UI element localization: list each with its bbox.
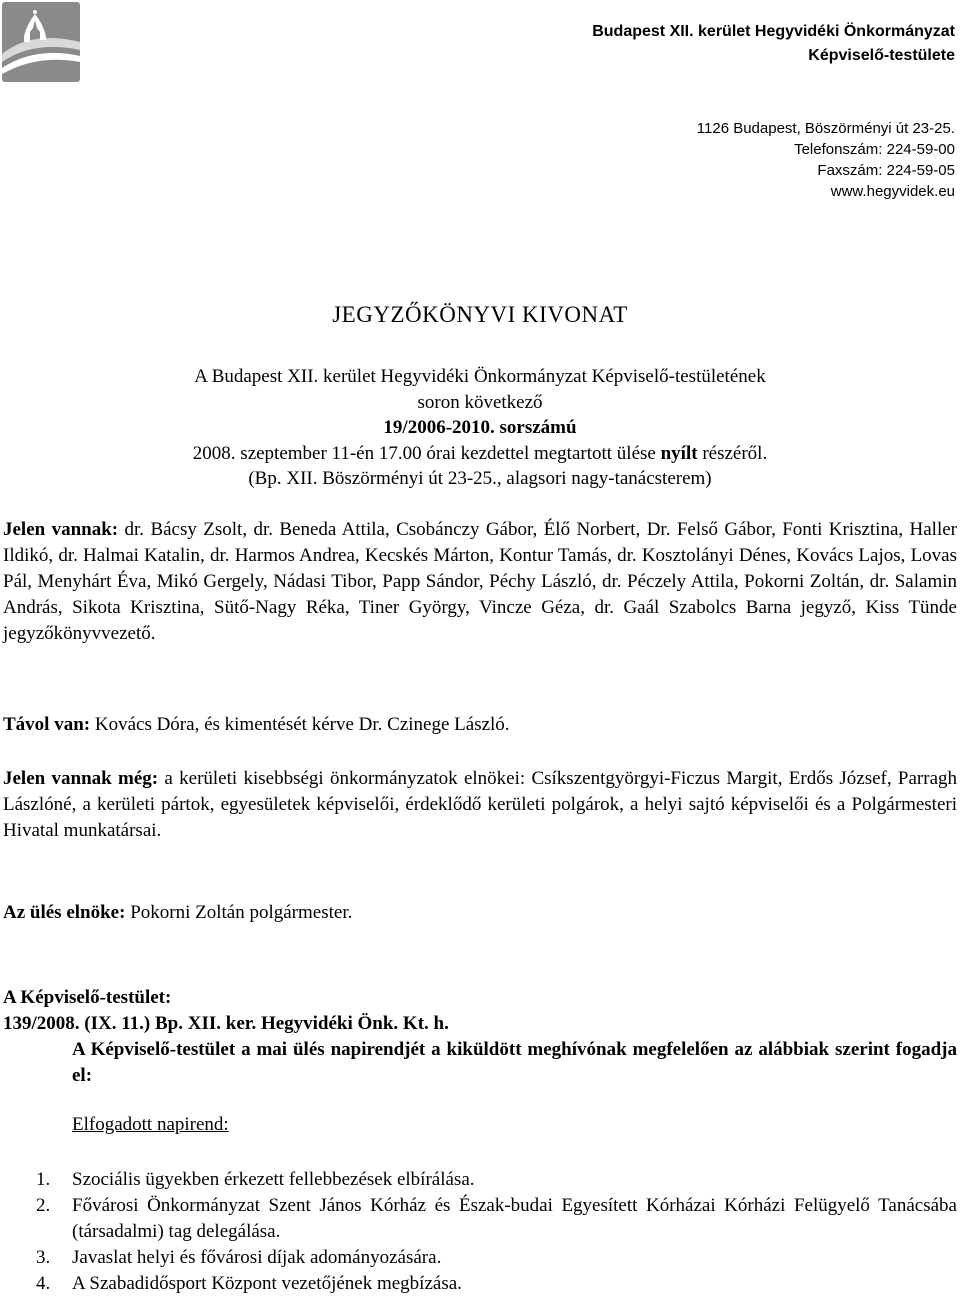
agenda-item-number: 3.: [36, 1247, 51, 1268]
fax: Faxszám: 224-59-05: [817, 162, 955, 179]
agenda-title: Elfogadott napirend:: [72, 1114, 229, 1135]
also-present-label: Jelen vannak még:: [3, 768, 159, 789]
agenda-item-number: 2.: [36, 1195, 51, 1216]
org-name-line1: Budapest XII. kerület Hegyvidéki Önkormányzat: [592, 23, 955, 40]
chair-label: Az ülés elnöke:: [3, 902, 126, 923]
agenda-item-text: A Szabadidősport Központ vezetőjének megbízása.: [72, 1273, 462, 1294]
absent-text: Kovács Dóra, és kimentését kérve Dr. Czinege László.: [90, 714, 510, 735]
agenda-item-number: 1.: [36, 1169, 51, 1190]
intro-block: [0, 364, 960, 492]
present-members: [3, 517, 957, 647]
address: 1126 Budapest, Böszörményi út 23-25.: [696, 120, 955, 137]
absent-label: Távol van:: [3, 714, 91, 735]
also-present-text: a kerületi kisebbségi önkormányzatok elnökei: Csíkszentgyörgyi-Ficzus Margit, Erdős József, Parragh Lászlóné, a kerületi pártok, egyesületek képviselői, érdeklődő kerületi polgárok, a helyi sajtó képviselői és a Polgármesteri Hivatal munkatársai.: [3, 768, 957, 841]
present-label: Jelen vannak:: [3, 519, 119, 540]
website-link[interactable]: www.hegyvidek.eu: [830, 183, 955, 200]
resolution-block: [3, 985, 957, 1089]
agenda-item: [3, 1167, 957, 1193]
also-present: [3, 766, 957, 844]
agenda-item-text: Javaslat helyi és fővárosi díjak adományozására.: [72, 1247, 442, 1268]
phone: Telefonszám: 224-59-00: [794, 141, 955, 158]
session-location: (Bp. XII. Böszörményi út 23-25., alagsori nagy-tanácsterem): [248, 468, 712, 489]
hegyvidek-logo-icon: [2, 2, 80, 82]
intro-line4: [0, 441, 960, 467]
session-type: nyílt: [660, 442, 698, 464]
agenda-list: [3, 1167, 957, 1297]
agenda-item: [3, 1245, 957, 1271]
agenda-item-text: Fővárosi Önkormányzat Szent János Kórház és Észak-budai Egyesített Kórházai Kórházi Felügyelő Tanácsába (társadalmi) tag delegálása.: [72, 1195, 957, 1242]
chair-text: Pokorni Zoltán polgármester.: [125, 902, 353, 923]
agenda-item: [3, 1271, 957, 1297]
contact-block: [697, 118, 955, 202]
resolution-number: 139/2008. (IX. 11.) Bp. XII. ker. Hegyvidéki Önk. Kt. h.: [3, 1013, 449, 1034]
document-title: JEGYZŐKÖNYVI KIVONAT: [332, 302, 628, 327]
intro-line2: soron következő: [417, 391, 543, 413]
absent-members: [3, 712, 957, 738]
resolution-heading: A Képviselő-testület:: [3, 987, 172, 1008]
session-date: 2008. szeptember 11-én 17.00 órai kezdettel megtartott ülése: [192, 442, 661, 464]
chair: [3, 900, 957, 926]
resolution-text: A Képviselő-testület a mai ülés napirendjét a kiküldött meghívónak megfelelően az alábbiak szerint fogadja el:: [72, 1039, 957, 1086]
agenda-item-text: Szociális ügyekben érkezett fellebbezések elbírálása.: [72, 1169, 475, 1190]
intro-line1: A Budapest XII. kerület Hegyvidéki Önkormányzat Képviselő-testületének: [194, 366, 766, 387]
agenda-item-number: 4.: [36, 1273, 51, 1294]
session-number: 19/2006-2010. sorszámú: [383, 417, 577, 438]
organization-name: [592, 20, 955, 68]
agenda-item: [3, 1193, 957, 1245]
org-name-line2: Képviselő-testülete: [808, 47, 955, 64]
session-part: részéről.: [697, 442, 768, 464]
present-text: dr. Bácsy Zsolt, dr. Beneda Attila, Csobánczy Gábor, Élő Norbert, Dr. Felső Gábor, Fonti Krisztina, Haller Ildikó, dr. Halmai Katalin, dr. Harmos Andrea, Kecskés Márton, Kontur Tamás, dr. Kosztolányi Dénes, Kovács Lajos, Lovas Pál, Menyhárt Éva, Mikó Gergely, Nádasi Tibor, Papp Sándor, Péchy László, dr. Péczely Attila, Pokorni Zoltán, dr. Salamin András, Sikota Krisztina, Sütő-Nagy Réka, Tiner György, Vincze Géza, dr. Gaál Szabolcs Barna jegyző, Kiss Tünde jegyzőkönyvvezető.: [3, 519, 958, 644]
